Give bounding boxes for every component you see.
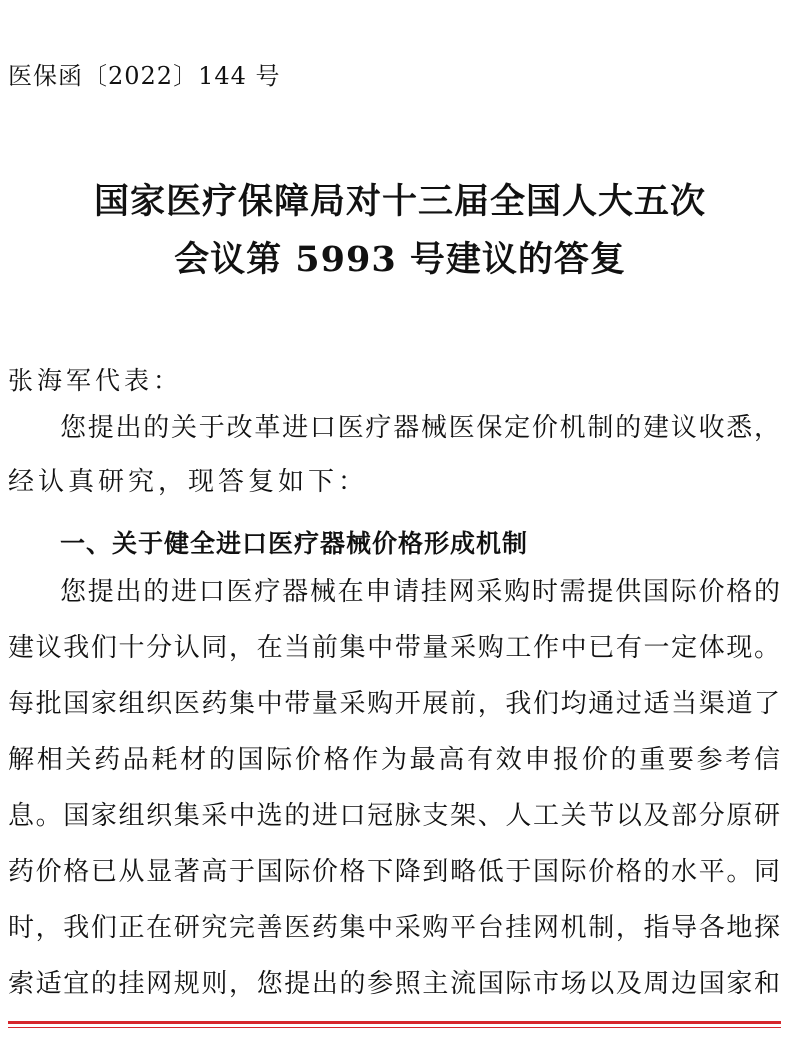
salutation: 张海军代表： (8, 366, 183, 395)
body-line: 息。国家组织集采中选的进口冠脉支架、人工关节以及部分原研 (8, 801, 780, 831)
body-line: 时，我们正在研究完善医药集中采购平台挂网机制，指导各地探 (8, 913, 780, 943)
document-title-line-2: 会议第 5993 号建议的答复 (174, 239, 626, 280)
body-line: 索适宜的挂网规则，您提出的参照主流国际市场以及周边国家和 (8, 969, 780, 999)
footer-rule-thick (8, 1021, 781, 1024)
intro-line-2: 经认真研究，现答复如下： (8, 467, 369, 497)
document-number: 医保函〔2022〕144 号 (8, 62, 281, 90)
intro-line-1: 您提出的关于改革进口医疗器械医保定价机制的建议收悉， (60, 413, 780, 443)
section-1-heading: 一、关于健全进口医疗器械价格形成机制 (60, 529, 529, 558)
body-line: 建议我们十分认同，在当前集中带量采购工作中已有一定体现。 (8, 633, 780, 663)
document-title-line-1: 国家医疗保障局对十三届全国人大五次 (93, 181, 706, 222)
body-line: 您提出的进口医疗器械在申请挂网采购时需提供国际价格的 (60, 577, 780, 607)
body-line: 药价格已从显著高于国际价格下降到略低于国际价格的水平。同 (8, 857, 780, 887)
body-line: 解相关药品耗材的国际价格作为最高有效申报价的重要参考信 (8, 745, 780, 775)
body-line: 每批国家组织医药集中带量采购开展前，我们均通过适当渠道了 (8, 689, 780, 719)
footer-rule-thin (8, 1027, 781, 1028)
